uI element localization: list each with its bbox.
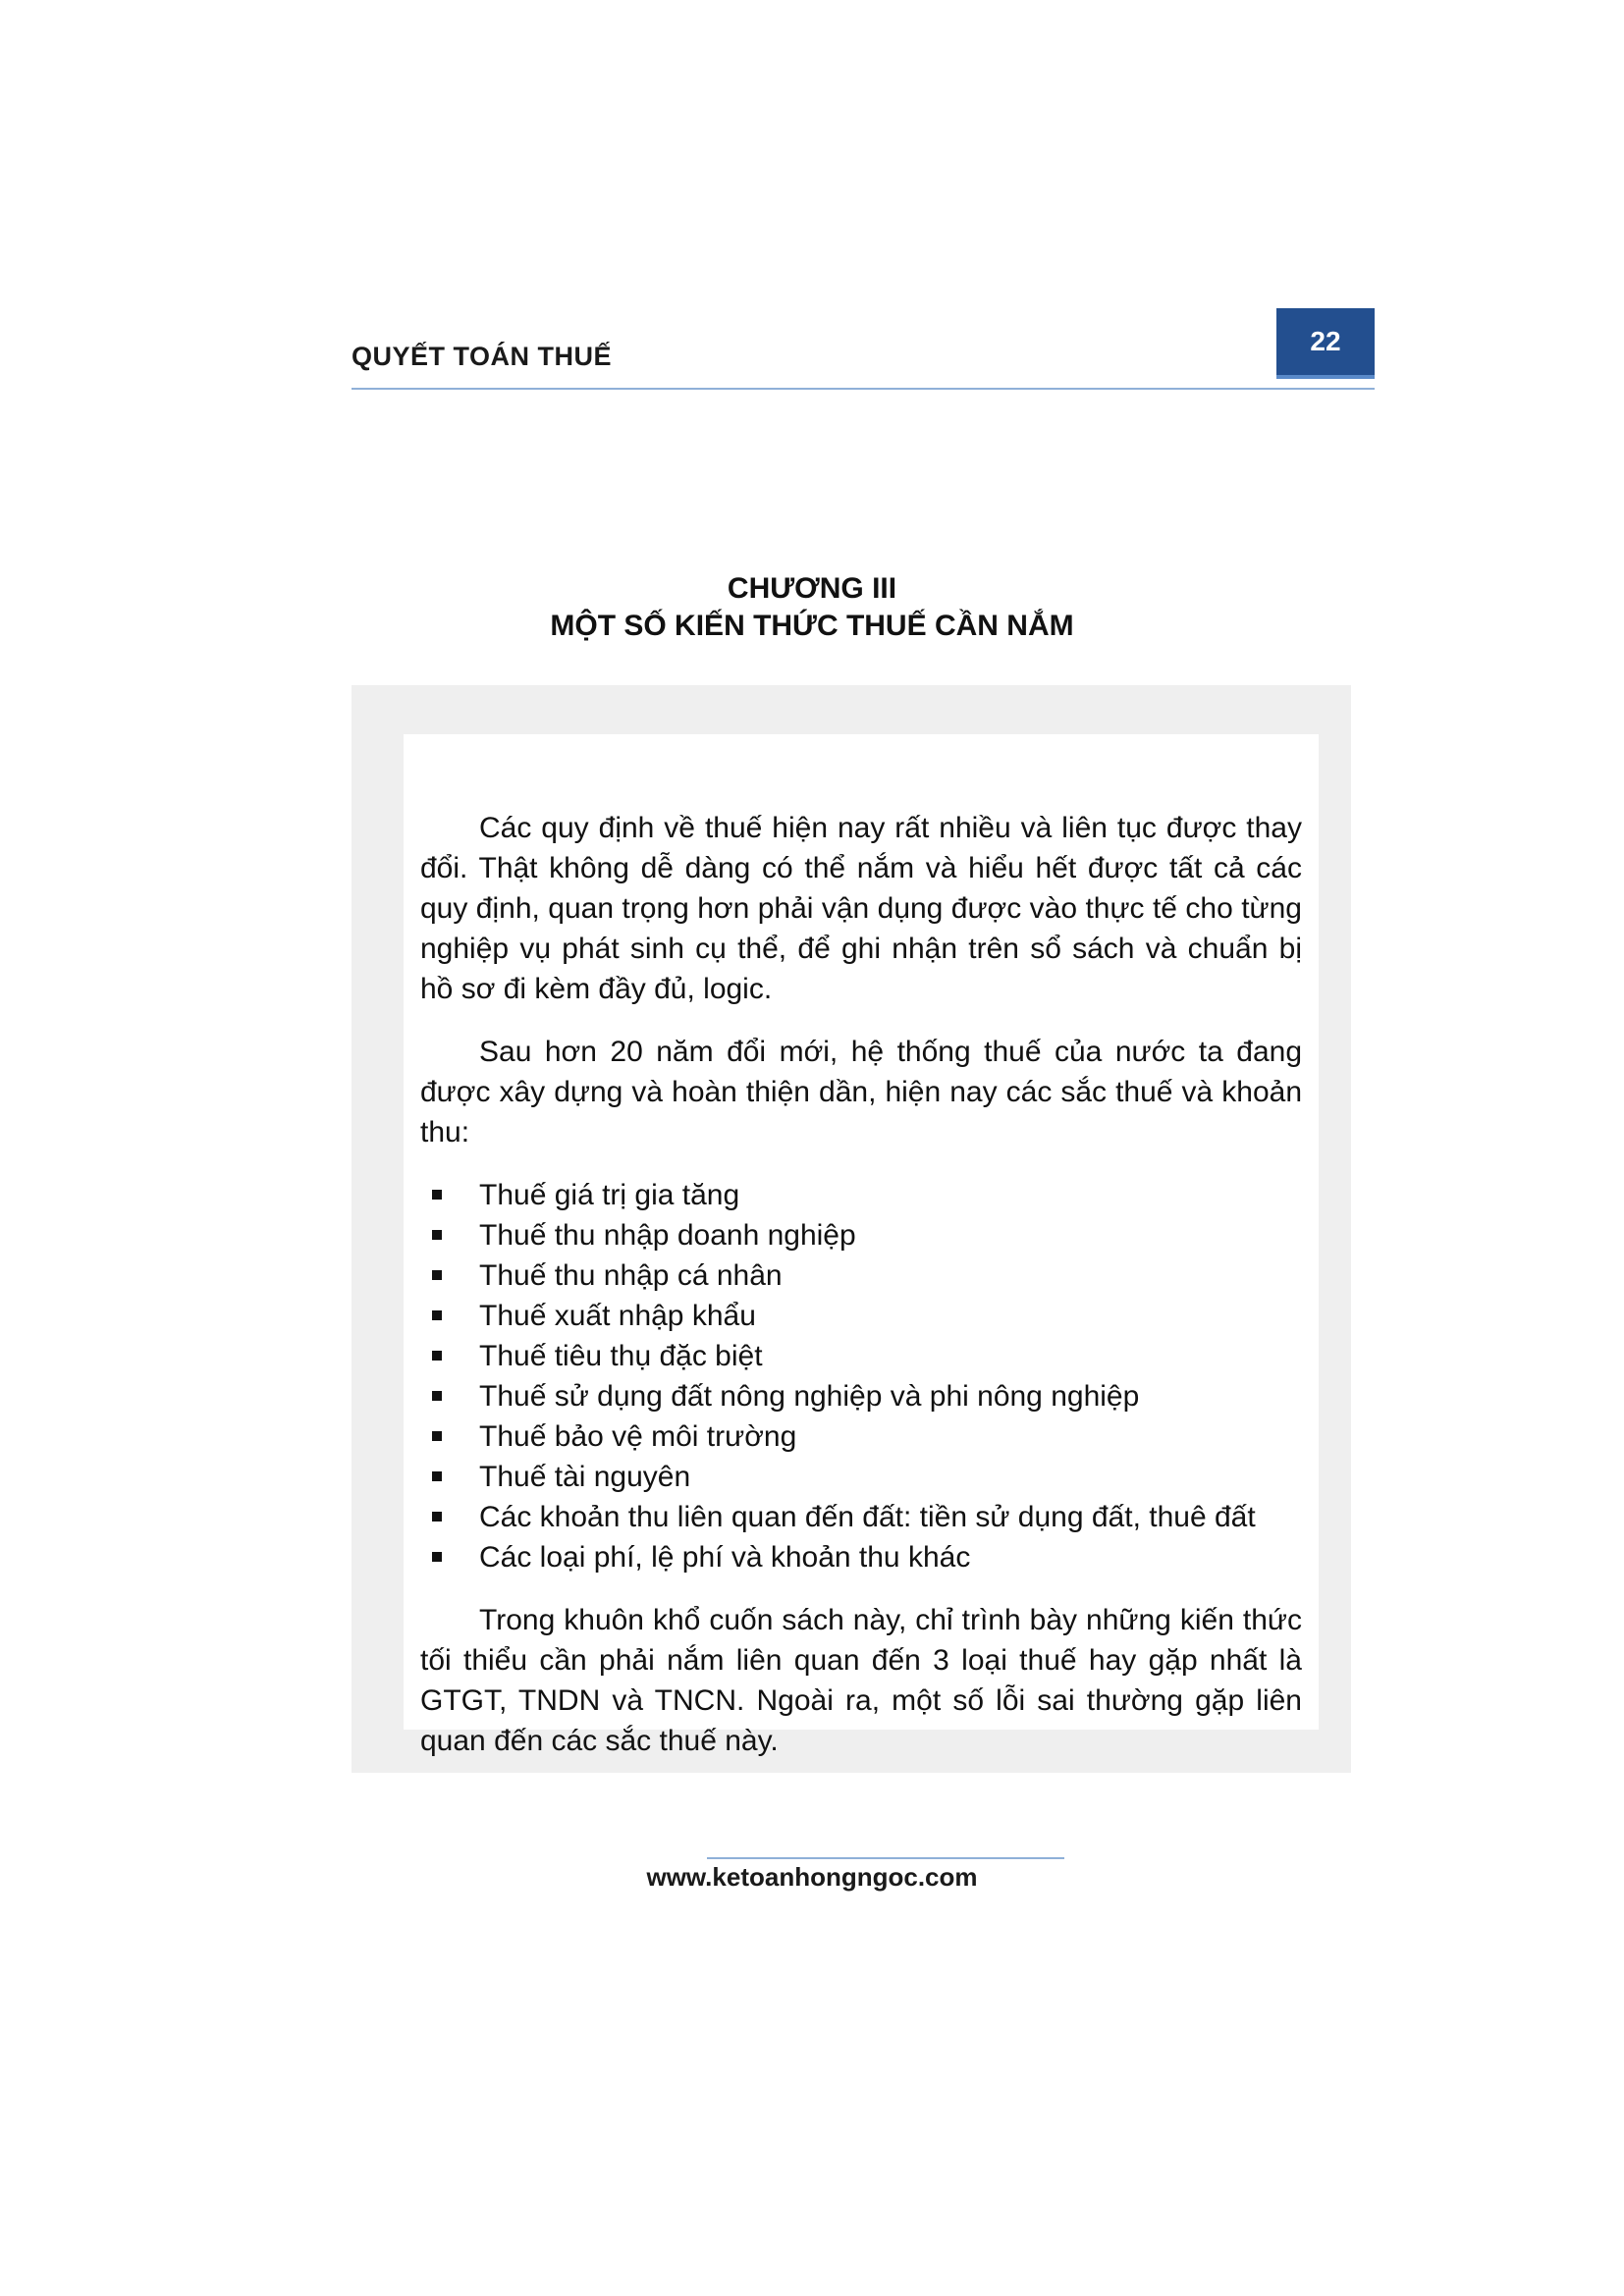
square-bullet-icon	[432, 1190, 442, 1200]
chapter-title: MỘT SỐ KIẾN THỨC THUẾ CẦN NẮM	[550, 610, 1074, 642]
square-bullet-icon	[432, 1471, 442, 1481]
list-item-text: Thuế tài nguyên	[479, 1461, 691, 1493]
list-item	[420, 1336, 1302, 1376]
list-item-text: Các khoản thu liên quan đến đất: tiền sử dụng đất, thuê đất	[479, 1501, 1256, 1533]
list-item-text: Các loại phí, lệ phí và khoản thu khác	[479, 1541, 971, 1574]
list-item-text: Thuế thu nhập doanh nghiệp	[479, 1219, 856, 1252]
list-item-text: Thuế sử dụng đất nông nghiệp và phi nông nghiệp	[479, 1380, 1140, 1413]
list-item	[420, 1537, 1302, 1577]
tax-list	[420, 1175, 1302, 1577]
header-divider	[352, 388, 1375, 390]
intro-paragraph: Các quy định về thuế hiện nay rất nhiều và liên tục được thay đổi. Thật không dễ dàng có thể nắm và hiểu hết được tất cả các quy định, quan trọng hơn phải vận dụng được vào thực tế cho từng nghiệp vụ phát sinh cụ thể, để ghi nhận trên sổ sách và chuẩn bị hồ sơ đi kèm đầy đủ, logic.	[420, 812, 1302, 1005]
overview-paragraph: Sau hơn 20 năm đổi mới, hệ thống thuế của nước ta đang được xây dựng và hoàn thiện dần, hiện nay các sắc thuế và khoản thu:	[420, 1036, 1302, 1148]
chapter-body	[420, 808, 1302, 1784]
square-bullet-icon	[432, 1310, 442, 1320]
square-bullet-icon	[432, 1270, 442, 1280]
list-item	[420, 1255, 1302, 1296]
square-bullet-icon	[432, 1512, 442, 1522]
square-bullet-icon	[432, 1431, 442, 1441]
website-link[interactable]: www.ketoanhongngoc.com	[646, 1862, 978, 1892]
page-number: 22	[1310, 326, 1341, 356]
page-number-badge	[1276, 308, 1375, 379]
list-item	[420, 1296, 1302, 1336]
list-item-text: Thuế giá trị gia tăng	[479, 1179, 740, 1211]
list-item-text: Thuế bảo vệ môi trường	[479, 1420, 797, 1453]
chapter-number: CHƯƠNG III	[727, 572, 897, 605]
list-item-text: Thuế xuất nhập khẩu	[479, 1300, 756, 1332]
list-item	[420, 1457, 1302, 1497]
list-item	[420, 1175, 1302, 1215]
list-item-text: Thuế thu nhập cá nhân	[479, 1259, 783, 1292]
square-bullet-icon	[432, 1230, 442, 1240]
scope-paragraph: Trong khuôn khổ cuốn sách này, chỉ trình bày những kiến thức tối thiểu cần phải nắm liên quan đến 3 loại thuế hay gặp nhất là GTGT, TNDN và TNCN. Ngoài ra, một số lỗi sai thường gặp liên quan đến các sắc thuế này.	[420, 1604, 1302, 1757]
list-item	[420, 1416, 1302, 1457]
square-bullet-icon	[432, 1351, 442, 1361]
square-bullet-icon	[432, 1391, 442, 1401]
list-item	[420, 1497, 1302, 1537]
list-item-text: Thuế tiêu thụ đặc biệt	[479, 1340, 763, 1372]
footer-divider	[707, 1857, 1064, 1859]
list-item	[420, 1376, 1302, 1416]
list-item	[420, 1215, 1302, 1255]
square-bullet-icon	[432, 1552, 442, 1562]
running-header-title: QUYẾT TOÁN THUẾ	[352, 342, 613, 371]
